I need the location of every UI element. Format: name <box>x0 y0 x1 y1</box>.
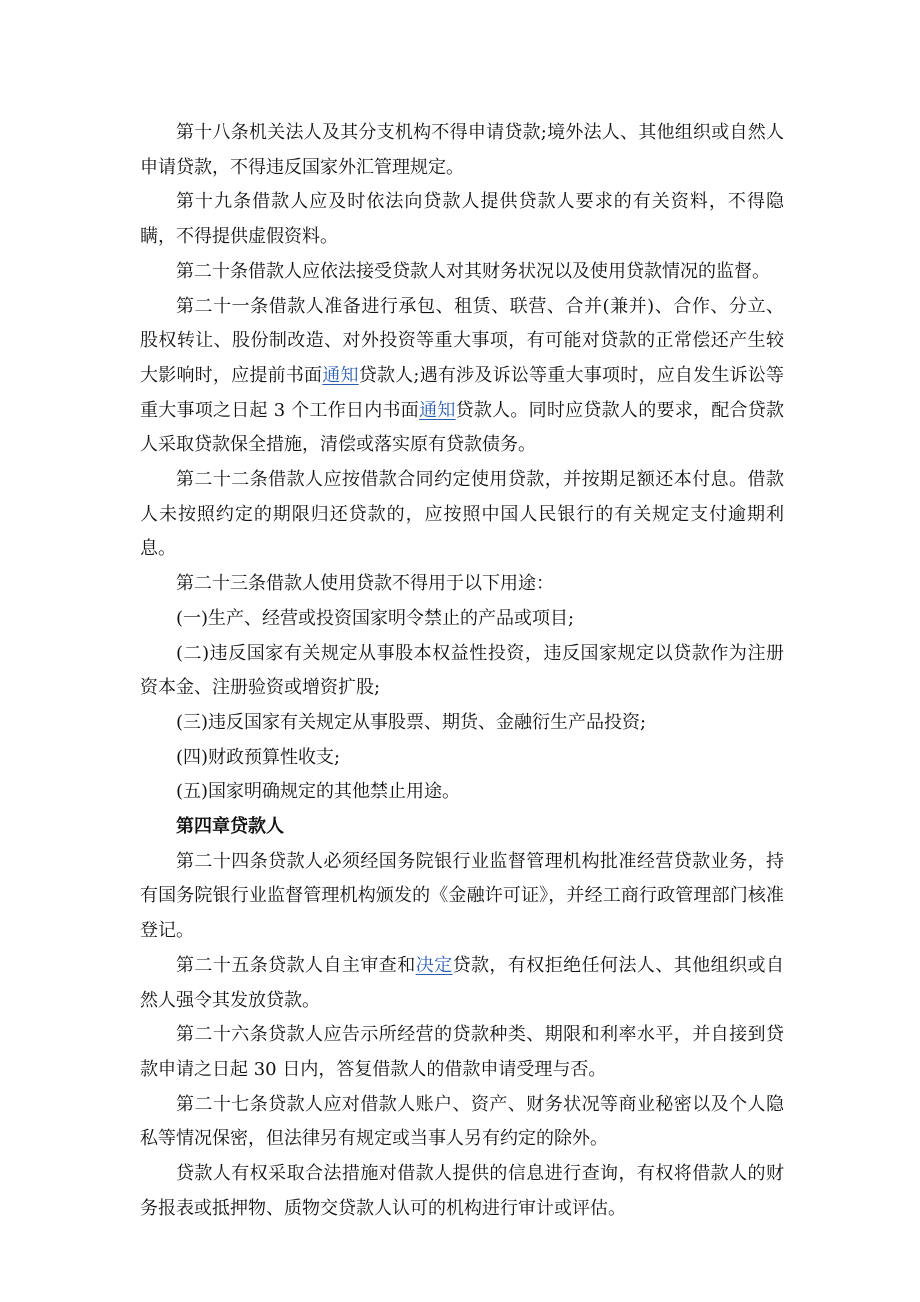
list-item-text: (四)财政预算性收支; <box>176 746 341 768</box>
article-27-paragraph-2 <box>140 1157 784 1226</box>
article-25-text-2: 贷款，有权拒绝任何法人、其他组织或自然人强令其发放贷款。 <box>140 954 784 1011</box>
article-21 <box>140 290 784 464</box>
article-26-text: 第二十六条贷款人应告示所经营的贷款种类、期限和利率水平，并自接到贷款申请之日起 30 日内，答复借款人的借款申请受理与否。 <box>140 1024 784 1080</box>
chapter-4-title: 第四章贷款人 <box>176 816 284 838</box>
article-27 <box>140 1088 784 1157</box>
article-20-text: 第二十条借款人应依法接受贷款人对其财务状况以及使用贷款情况的监督。 <box>176 260 770 282</box>
list-item-text: (二)违反国家有关规定从事股本权益性投资，违反国家规定以贷款作为注册资本金、注册验资或增资扩股; <box>140 642 784 699</box>
notify-link-2[interactable]: 通知 <box>419 399 456 421</box>
article-18-text: 第十八条机关法人及其分支机构不得申请贷款;境外法人、其他组织或自然人申请贷款，不得违反国家外汇管理规定。 <box>140 122 784 178</box>
article-18 <box>140 116 784 185</box>
article-21-text-3: 贷款人。同时应贷款人的要求，配合贷款人采取贷款保全措施，清偿或落实原有贷款债务。 <box>140 399 785 456</box>
article-25-text-1: 第二十五条贷款人自主审查和 <box>176 954 416 976</box>
article-19-text: 第十九条借款人应及时依法向贷款人提供贷款人要求的有关资料，不得隐瞒，不得提供虚假资料。 <box>140 191 784 248</box>
document-page <box>140 116 784 1227</box>
chapter-4-heading <box>140 810 784 845</box>
article-23-item-4 <box>140 741 784 776</box>
article-23-item-1 <box>140 602 784 637</box>
article-21-text-1: 第二十一条借款人准备进行承包、租赁、联营、合并(兼并)、合作、分立、股权转让、股份制改造、对外投资等重大事项，有可能对贷款的正常偿还产生较大影响时，应提前书面 <box>140 295 784 386</box>
article-23-item-5 <box>140 775 784 810</box>
list-item-text: (一)生产、经营或投资国家明令禁止的产品或项目; <box>176 607 575 629</box>
article-23-text: 第二十三条借款人使用贷款不得用于以下用途： <box>176 573 554 595</box>
article-19 <box>140 185 784 254</box>
article-27-text-2: 贷款人有权采取合法措施对借款人提供的信息进行查询，有权将借款人的财务报表或抵押物、质物交贷款人认可的机构进行审计或评估。 <box>140 1163 784 1219</box>
article-23 <box>140 567 784 602</box>
decide-link[interactable]: 决定 <box>415 954 453 976</box>
article-23-item-2 <box>140 637 784 706</box>
article-26 <box>140 1018 784 1087</box>
list-item-text: (三)违反国家有关规定从事股票、期货、金融衍生产品投资; <box>176 711 647 733</box>
article-27-text: 第二十七条贷款人应对借款人账户、资产、财务状况等商业秘密以及个人隐私等情况保密，但法律另有规定或当事人另有约定的除外。 <box>140 1093 784 1150</box>
article-22-text: 第二十二条借款人应按借款合同约定使用贷款，并按期足额还本付息。借款人未按照约定的期限归还贷款的，应按照中国人民银行的有关规定支付逾期利息。 <box>140 469 784 560</box>
notify-link-1[interactable]: 通知 <box>322 364 359 386</box>
article-24-text: 第二十四条贷款人必须经国务院银行业监督管理机构批准经营贷款业务，持有国务院银行业监督管理机构颁发的《金融许可证》，并经工商行政管理部门核准登记。 <box>140 850 784 942</box>
article-25 <box>140 949 784 1018</box>
list-item-text: (五)国家明确规定的其他禁止用途。 <box>176 781 461 803</box>
article-20 <box>140 255 784 290</box>
article-21-text-2: 贷款人;遇有涉及诉讼等重大事项时，应自发生诉讼等重大事项之日起 3 个工作日内书面 <box>140 364 785 421</box>
article-22 <box>140 463 784 567</box>
article-23-item-3 <box>140 706 784 741</box>
article-24 <box>140 845 784 949</box>
